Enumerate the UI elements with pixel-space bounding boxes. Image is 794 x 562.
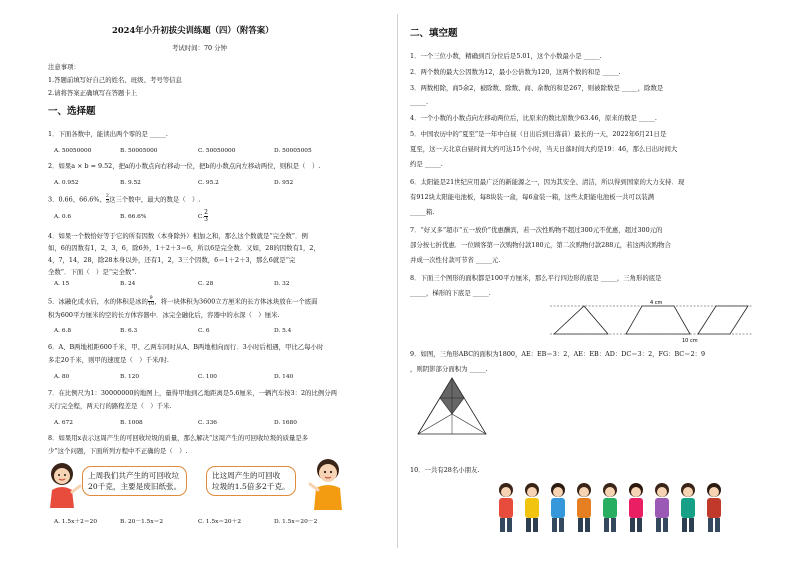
option-c[interactable]: C. 95.2	[198, 180, 219, 186]
option-c[interactable]: C. 336	[198, 420, 217, 426]
question-3: 3．0.66、66.6%、 $\frac{2}{3}$ 这三个数中，最大的数是（ ）.	[48, 193, 201, 205]
fill-question-1: 1．一个三位小数，精确到百分位后是5.01，这个小数最小是 _____.	[410, 52, 602, 60]
child	[603, 483, 617, 532]
question-4-line: 4．如果一个数恰好等于它的所有因数（本身除外）相加之和，那么这个数就是“完全数”．例	[48, 232, 308, 240]
fill-question-7-line: 部分按七折优惠．一位顾客第一次购物付款180元，第二次购物付款288元，若这两次购物合	[410, 241, 671, 249]
fill-question-8-line: 8．下面三个图形的面积都是100平方厘米，那么平行四边形的底是 _____，三角形的底是	[410, 274, 662, 282]
question-2: 2．如果a × b = 9.52，把a的小数点向右移动一位，把b的小数点向左移动两位，则积是（ ）.	[48, 162, 321, 170]
option-d[interactable]: D. 1.5x＝20－2	[274, 519, 318, 525]
option-b[interactable]: B. 9.52	[120, 180, 141, 186]
notes-heading: 注意事项：	[48, 63, 80, 71]
option-a[interactable]: A. 15	[54, 281, 70, 287]
fill-question-5-line: 5．中国农历中的“夏至”是一年中白昼（日出后到日落前）最长的一天，2022年6月21日是	[410, 130, 667, 138]
question-4-line: 如，6的因数有1，2，3，6，除6外，1＋2＋3＝6，所以6是完全数．又如，28的因数有1，2，	[48, 244, 320, 252]
question-5-line: 积为600平方厘米的空的长方体容器中．冰完全融化后，容器中的水深（ ）厘米.	[48, 311, 280, 319]
child	[525, 483, 539, 532]
girl-illustration	[42, 460, 82, 508]
exam-time: 考试时间：70 分钟	[172, 44, 227, 52]
page-title: 2024年小升初拔尖训练题（四）（附答案）	[112, 25, 274, 35]
option-a[interactable]: A. 1.5x＋2＝20	[54, 519, 98, 525]
section-heading-choice: 一、选择题	[48, 106, 96, 117]
fill-question-4: 4．一个小数的小数点向左移动两位后，比原来的数比原数少63.46，原来的数是 _____.	[410, 114, 657, 122]
triangle-shape	[554, 306, 608, 334]
fill-question-5-line: 约是 _____.	[410, 160, 443, 168]
shapes-figure	[546, 300, 756, 346]
option-d[interactable]: D. 50005005	[274, 148, 312, 154]
fill-question-7-line: 7．“好又多”超市“五一放价”优惠酬宾，若一次性购物不超过300元不优惠，超过300元的	[410, 226, 663, 234]
bottom-length-label: 10 cm	[682, 338, 698, 344]
fill-question-10: 10．一共有28名小朋友.	[410, 466, 480, 474]
fraction: $\frac{2}{3}$	[105, 193, 109, 205]
question-6-line: 6．A、B两地相距600千米，甲、乙两车同时从A、B两地相向而行．3小时后相遇，甲比乙每小时	[48, 343, 324, 351]
question-1: 1．下面各数中，能读出两个零的是 _____.	[48, 130, 168, 138]
parallelogram-shape	[698, 306, 748, 334]
option-a[interactable]: A. 0.6	[54, 214, 72, 220]
child	[577, 483, 591, 532]
option-b[interactable]: B. 20－1.5x＝2	[120, 519, 164, 525]
fill-question-9-line: 9．如图，三角形ABC的面积为1800，AE：EB＝3：2，AE：EB：AD：DC＝3：2，FG：BC＝2：9	[410, 350, 706, 358]
speech-bubble-left: 上周我们共产生的可回收垃 20千克，主要是废旧纸张。	[82, 466, 187, 496]
right-column	[410, 0, 755, 562]
question-7-line: 天行完全程，两天行的路程差是（ ）千米.	[48, 402, 172, 410]
boy-illustration	[306, 456, 350, 510]
child	[655, 483, 669, 532]
question-4-line: 全数”．下面（ ）是“完全数”.	[48, 268, 137, 276]
fill-question-6-line: _____箱.	[410, 208, 435, 216]
question-8-line: 8．如果用x表示这周产生的可回收垃圾的质量，那么解决“这周产生的可回收垃圾的质量是多	[48, 434, 309, 442]
left-column	[48, 0, 384, 562]
option-d[interactable]: D. 32	[274, 281, 290, 287]
child	[551, 483, 565, 532]
question-7-line: 7．在比例尺为1：30000000的地图上，量得甲地到乙地距离是5.6厘米，一辆汽车按3：2的比例分两	[48, 389, 338, 397]
fill-question-3: 3．两数相除，商5余2，被除数、除数、商、余数的和是267，则被除数是 _____，除数是	[410, 84, 664, 92]
option-a[interactable]: A. 6.8	[54, 328, 72, 334]
option-c[interactable]: C. 50050000	[198, 148, 236, 154]
fill-question-5-line: 夏至，这一天北京白昼时间大约可达15个小时，当天日落时间大约是19：46，那么日出时间大	[410, 145, 678, 153]
top-length-label: 4 cm	[650, 300, 663, 306]
fill-question-7-line: 并成一次性付款可节省 _____元.	[410, 256, 501, 264]
section-heading-fill: 二、填空题	[410, 28, 458, 39]
question-6-line: 多走20千米，则甲的速度是（ ）千米/时.	[48, 356, 169, 364]
fill-question-9-line: ，则阴影部分面积为 _____.	[410, 365, 488, 373]
option-b[interactable]: B. 6.3	[120, 328, 138, 334]
children-illustration	[494, 476, 732, 536]
option-d[interactable]: D. 5.4	[274, 328, 292, 334]
option-c[interactable]: C. 100	[198, 374, 217, 380]
trapezoid-shape	[626, 306, 690, 334]
note-item: 1.答题前填写好自己的姓名、班级、考号等信息	[48, 76, 182, 84]
option-a[interactable]: A. 0.952	[54, 180, 79, 186]
fraction: $\frac{9}{10}$	[147, 295, 155, 307]
speech-bubble-right: 比这周产生的可回收 垃圾的1.5倍多2千克。	[206, 466, 296, 496]
child	[629, 483, 643, 532]
option-a[interactable]: A. 50050000	[54, 148, 92, 154]
option-b[interactable]: B. 1008	[120, 420, 143, 426]
fraction: $\frac{2}{3}$	[204, 209, 208, 223]
option-a[interactable]: A. 672	[54, 420, 73, 426]
note-item: 2.请将答案正确填写在答题卡上	[48, 89, 138, 97]
option-d[interactable]: D. 952	[274, 180, 294, 186]
option-d[interactable]: D. 1680	[274, 420, 297, 426]
question-5: 5．冰融化成水后，水的体积是冰的 $\frac{9}{10}$ ，将一块体积为3600立方厘米的长方体冰块放在一个底面	[48, 295, 318, 307]
fill-question-3-end: _____.	[410, 98, 429, 106]
triangle-figure	[412, 374, 492, 440]
question-8-line: 少”这个问题，下面所列方程中不正确的是（ ）.	[48, 447, 188, 455]
option-c[interactable]: C. 6	[198, 328, 210, 334]
option-d[interactable]: D. 140	[274, 374, 294, 380]
child	[707, 483, 721, 532]
question-4-line: 4，7，14，28，除28本身以外，还有1，2，3三个因数，6＝1＋2＋3，那么6就是“完	[48, 256, 296, 264]
option-b[interactable]: B. 24	[120, 281, 136, 287]
option-c[interactable]: C. 1.5x＝20＋2	[198, 519, 242, 525]
option-b[interactable]: B. 50005000	[120, 148, 158, 154]
fill-question-6-line: 6．太阳能是21世纪应用最广泛的新能源之一，因为其安全、清洁，所以得到国家的大力支持．现	[410, 178, 685, 186]
fill-question-8-line: _____，梯形的下底是 _____.	[410, 289, 491, 297]
fill-question-2: 2．两个数的最大公因数为12，最小公倍数为120，这两个数的和是 _____.	[410, 68, 621, 76]
child	[681, 483, 695, 532]
option-a[interactable]: A. 80	[54, 374, 70, 380]
child	[499, 483, 513, 532]
option-c[interactable]: C. 28	[198, 281, 214, 287]
fill-question-6-line: 有912块太阳能电池板，每8块装一盒，每6盒装一箱，这些太阳能电池板一共可以装满	[410, 193, 654, 201]
option-b[interactable]: B. 66.6%	[120, 214, 147, 220]
option-c[interactable]: C. $\frac{2}{3}$	[198, 209, 208, 223]
option-b[interactable]: B. 120	[120, 374, 140, 380]
column-divider	[397, 14, 398, 548]
